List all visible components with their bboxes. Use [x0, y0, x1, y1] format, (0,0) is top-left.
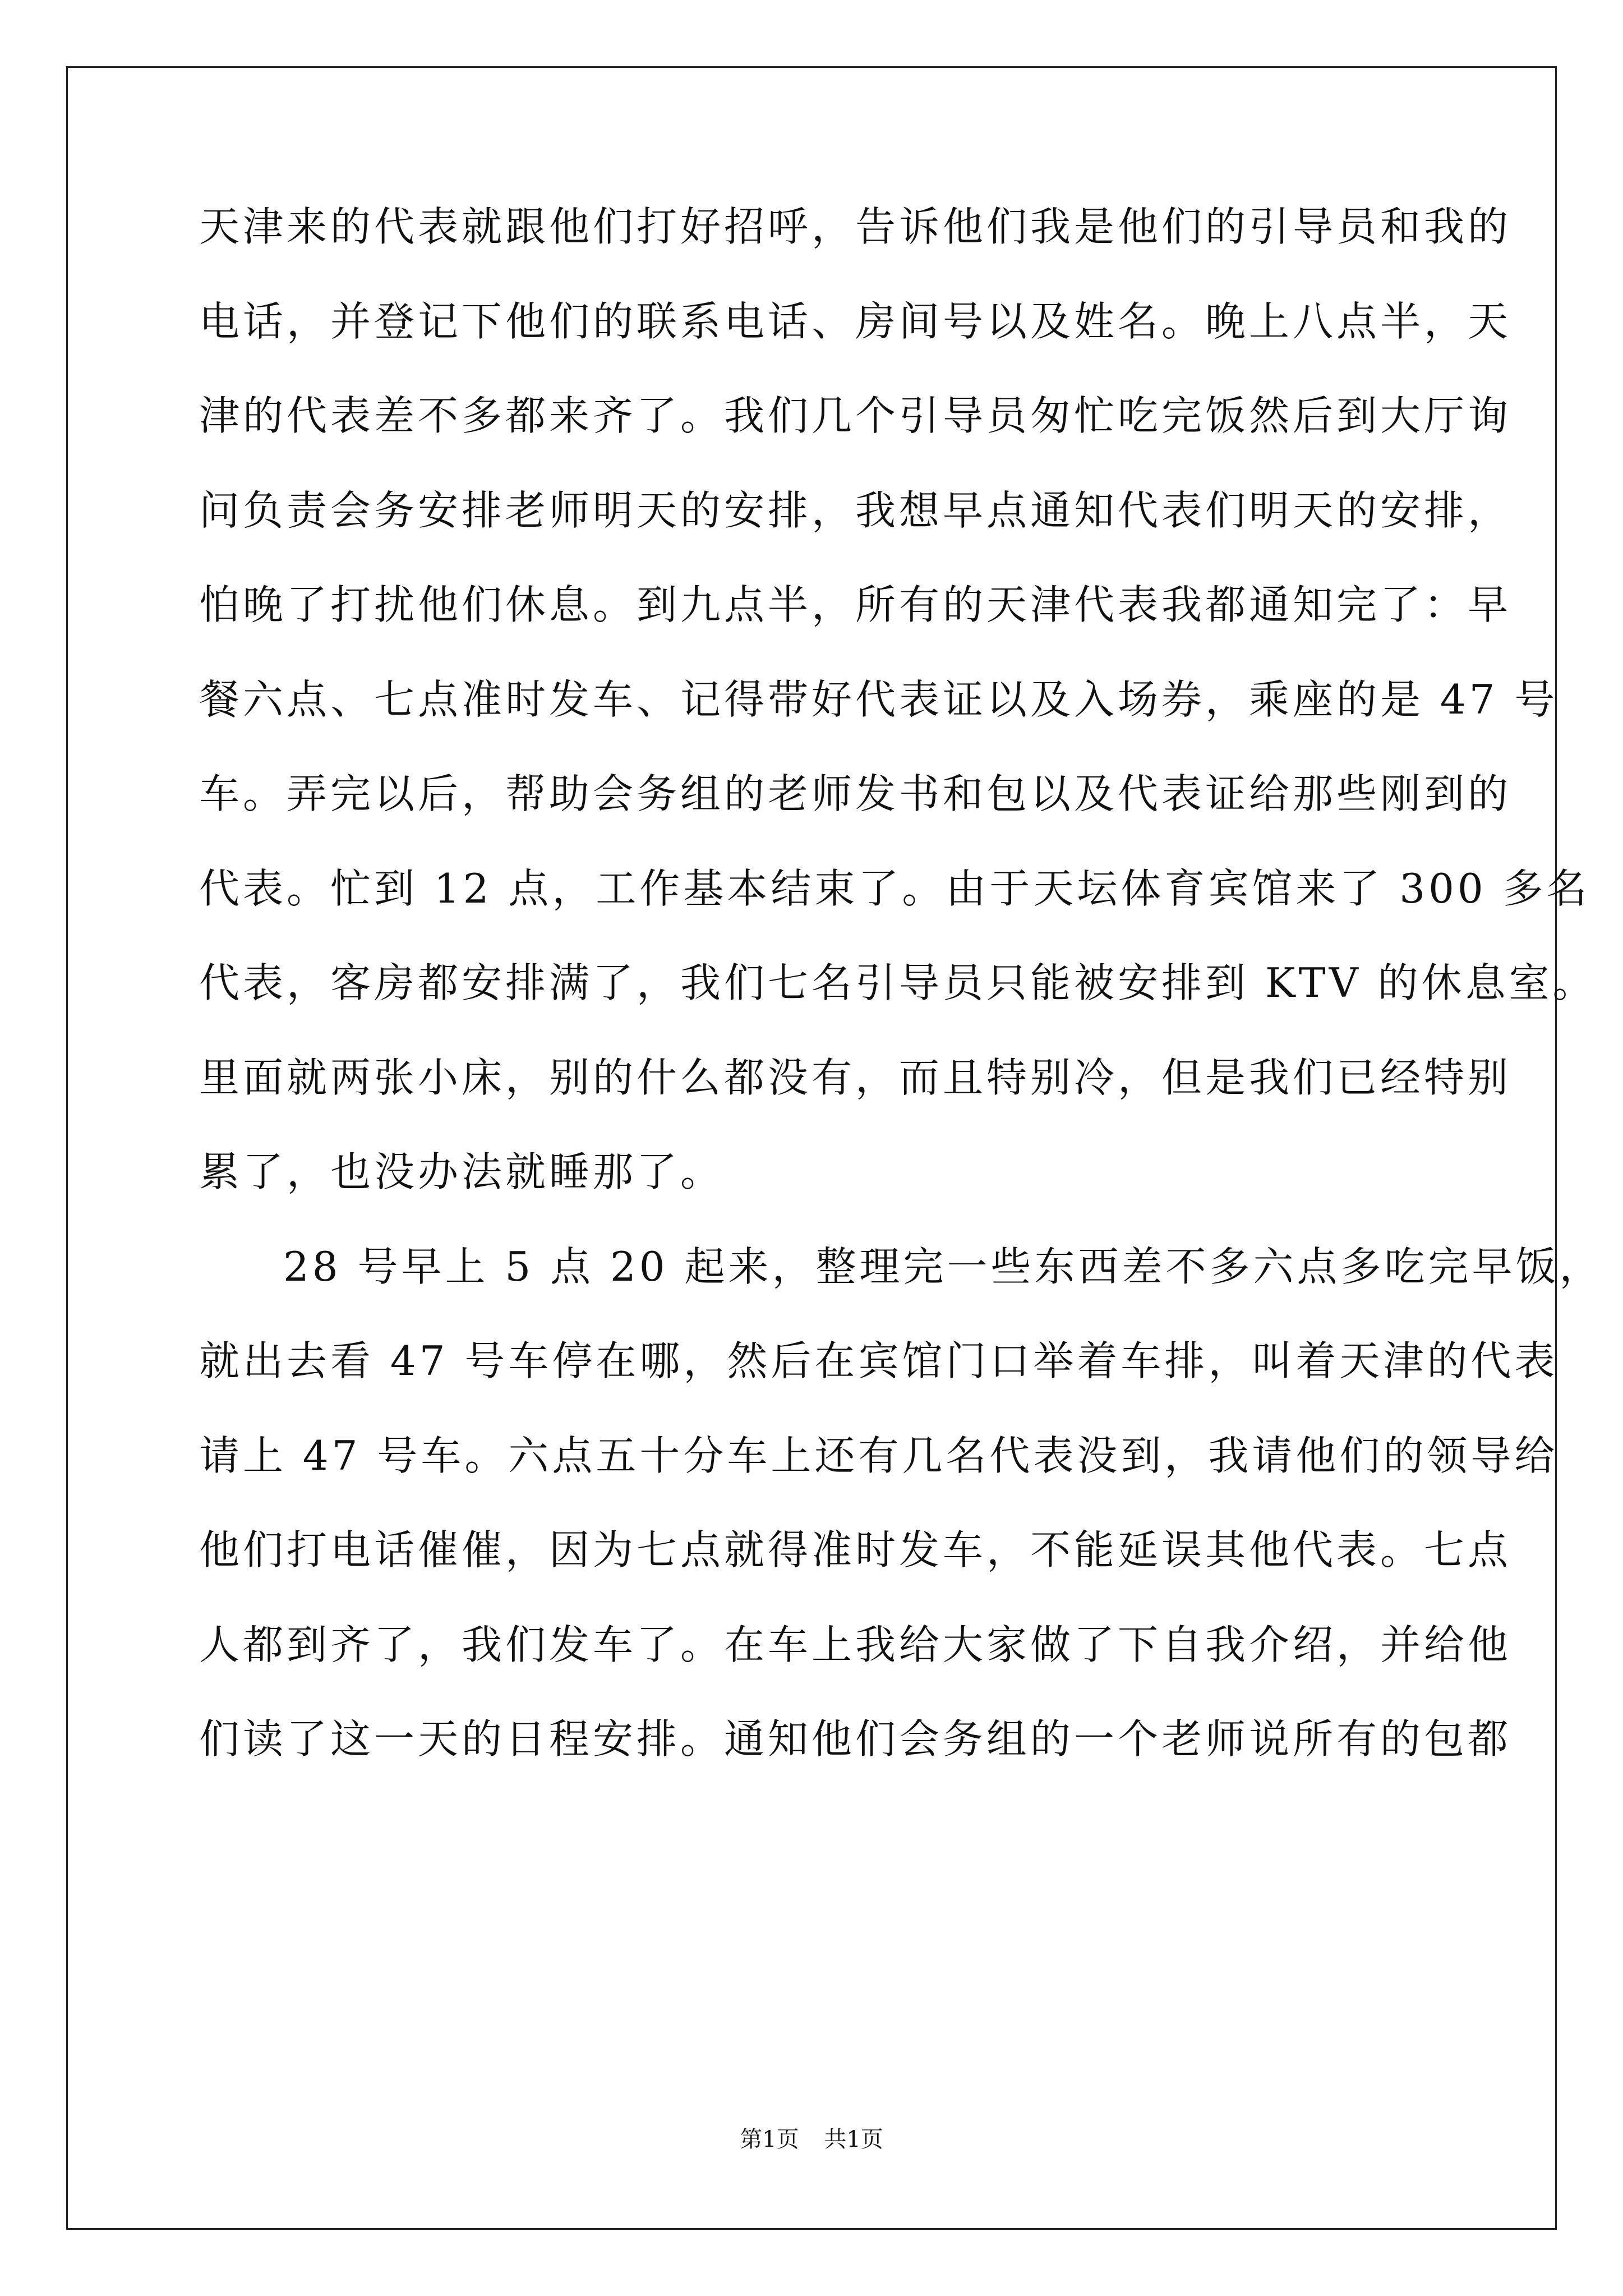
- text-line: 津的代表差不多都来齐了。我们几个引导员匆忙吃完饭然后到大厅询: [199, 392, 1512, 439]
- document-body: [199, 180, 1603, 1787]
- text-line: 人都到齐了，我们发车了。在车上我给大家做了下自我介绍，并给他: [199, 1621, 1512, 1668]
- text-line: 他们打电话催催，因为七点就得准时发车，不能延误其他代表。七点: [199, 1526, 1512, 1573]
- text-line: 问负责会务安排老师明天的安排，我想早点通知代表们明天的安排，: [199, 486, 1512, 534]
- text-line: 里面就两张小床，别的什么都没有，而且特别冷，但是我们已经特别: [199, 1053, 1512, 1101]
- text-line: 就出去看 47 号车停在哪，然后在宾馆门口举着车排，叫着天津的代表: [199, 1337, 1559, 1384]
- text-line: 代表。忙到 12 点，工作基本结束了。由于天坛体育宾馆来了 300 多名: [199, 864, 1590, 912]
- text-line: 怕晚了打扰他们休息。到九点半，所有的天津代表我都通知完了：早: [199, 581, 1512, 628]
- text-line: 车。弄完以后，帮助会务组的老师发书和包以及代表证给那些刚到的: [199, 770, 1512, 817]
- text-line: 们读了这一天的日程安排。通知他们会务组的一个老师说所有的包都: [199, 1715, 1512, 1763]
- page-footer: [0, 2122, 1623, 2154]
- text-line: 天津来的代表就跟他们打好招呼，告诉他们我是他们的引导员和我的: [199, 203, 1512, 250]
- text-line: 电话，并登记下他们的联系电话、房间号以及姓名。晚上八点半，天: [199, 297, 1512, 345]
- text-line: 餐六点、七点准时发车、记得带好代表证以及入场券，乘座的是 47 号: [199, 675, 1559, 723]
- page-total: 共1页: [824, 2127, 883, 2152]
- text-line: 累了，也没办法就睡那了。: [199, 1148, 725, 1195]
- text-line: 代表，客房都安排满了，我们七名引导员只能被安排到 KTV 的休息室。: [199, 959, 1597, 1006]
- text-line: 请上 47 号车。六点五十分车上还有几名代表没到，我请他们的领导给: [199, 1432, 1559, 1479]
- page-number: 第1页: [740, 2127, 799, 2152]
- paragraph-first-line: 28 号早上 5 点 20 起来，整理完一些东西差不多六点多吃完早饭，: [283, 1243, 1603, 1290]
